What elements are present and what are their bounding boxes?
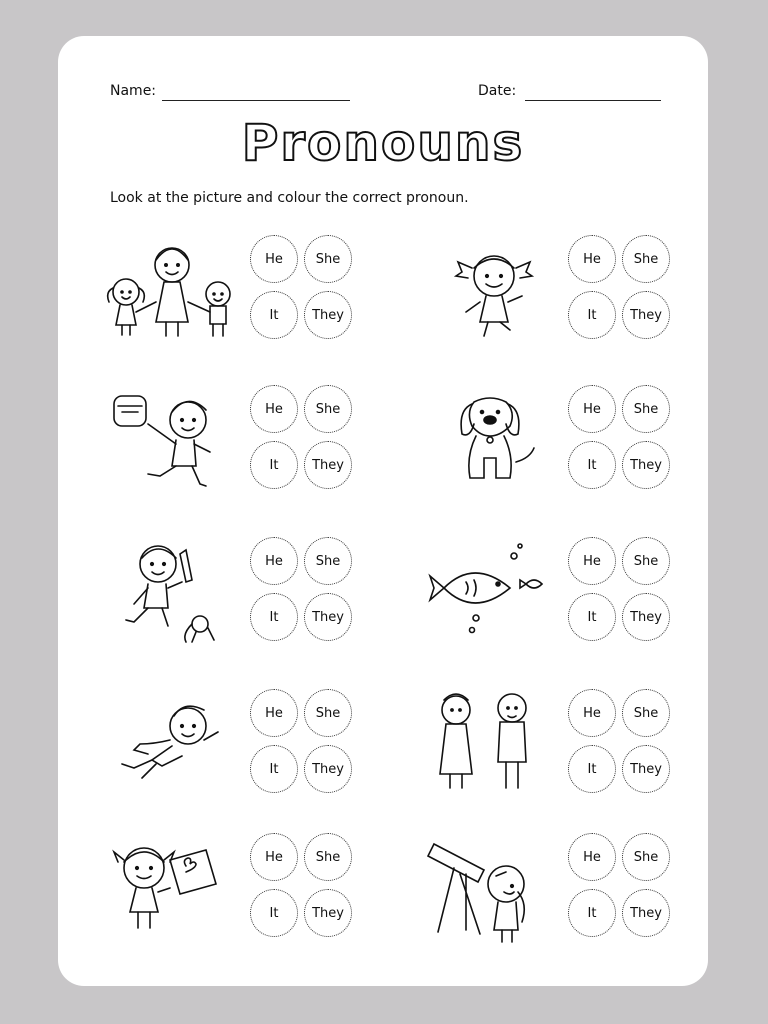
pronoun-option-it[interactable]: It — [568, 889, 616, 937]
pronoun-option-it[interactable]: It — [250, 441, 298, 489]
question-item — [414, 382, 714, 502]
pronoun-option-it[interactable]: It — [250, 745, 298, 793]
pronoun-option-he[interactable]: He — [568, 537, 616, 585]
pronoun-option-she[interactable]: She — [622, 833, 670, 881]
pronoun-option-she[interactable]: She — [304, 235, 352, 283]
question-item — [96, 232, 396, 352]
question-item — [96, 382, 396, 502]
pronoun-option-she[interactable]: She — [304, 385, 352, 433]
pronoun-option-they[interactable]: They — [622, 745, 670, 793]
pronoun-option-he[interactable]: He — [250, 537, 298, 585]
pronoun-option-he[interactable]: He — [568, 833, 616, 881]
dog-icon — [414, 382, 554, 502]
pronoun-option-they[interactable]: They — [304, 441, 352, 489]
date-line[interactable] — [525, 100, 661, 101]
girl-with-telescope-icon — [414, 830, 554, 950]
worksheet — [58, 36, 708, 986]
pronoun-option-he[interactable]: He — [250, 235, 298, 283]
girl-with-letter-icon — [96, 830, 236, 950]
pronoun-option-they[interactable]: They — [304, 593, 352, 641]
pronoun-option-she[interactable]: She — [622, 235, 670, 283]
question-item — [414, 686, 714, 806]
pronoun-option-they[interactable]: They — [622, 593, 670, 641]
pronoun-option-she[interactable]: She — [622, 689, 670, 737]
pronoun-option-he[interactable]: He — [568, 235, 616, 283]
pronoun-option-they[interactable]: They — [304, 291, 352, 339]
name-line[interactable] — [162, 100, 350, 101]
question-item — [414, 232, 714, 352]
elderly-couple-icon — [414, 686, 554, 806]
pronoun-option-it[interactable]: It — [250, 889, 298, 937]
girl-icon — [414, 232, 554, 352]
name-label: Name: — [110, 83, 157, 99]
pronoun-option-she[interactable]: She — [304, 689, 352, 737]
pronoun-option-it[interactable]: It — [568, 441, 616, 489]
pronoun-option-they[interactable]: They — [304, 745, 352, 793]
page-title: Pronouns — [241, 114, 525, 172]
date-label: Date: — [478, 83, 517, 99]
pronoun-option-it[interactable]: It — [568, 745, 616, 793]
pronoun-option-they[interactable]: They — [304, 889, 352, 937]
pronoun-option-she[interactable]: She — [622, 537, 670, 585]
question-item — [96, 534, 396, 654]
pronoun-option-she[interactable]: She — [622, 385, 670, 433]
pronoun-option-it[interactable]: It — [568, 593, 616, 641]
pronoun-option-they[interactable]: They — [622, 889, 670, 937]
instruction: Look at the picture and colour the correct pronoun. — [110, 190, 469, 206]
pronoun-option-it[interactable]: It — [250, 593, 298, 641]
question-item — [414, 830, 714, 950]
fish-icon — [414, 534, 554, 654]
question-item — [96, 686, 396, 806]
pronoun-option-it[interactable]: It — [568, 291, 616, 339]
pronoun-option-they[interactable]: They — [622, 441, 670, 489]
pronoun-option-it[interactable]: It — [250, 291, 298, 339]
boy-with-pencil-and-dog-icon — [96, 534, 236, 654]
pronoun-option-he[interactable]: He — [250, 689, 298, 737]
pronoun-option-she[interactable]: She — [304, 833, 352, 881]
pronoun-option-he[interactable]: He — [568, 385, 616, 433]
pronoun-option-he[interactable]: He — [250, 385, 298, 433]
question-item — [96, 830, 396, 950]
pronoun-option-he[interactable]: He — [250, 833, 298, 881]
pronoun-option-she[interactable]: She — [304, 537, 352, 585]
pronoun-option-he[interactable]: He — [568, 689, 616, 737]
flying-boy-icon — [96, 686, 236, 806]
family-group-icon — [96, 232, 236, 352]
boy-with-backpack-icon — [96, 382, 236, 502]
question-item — [414, 534, 714, 654]
pronoun-option-they[interactable]: They — [622, 291, 670, 339]
